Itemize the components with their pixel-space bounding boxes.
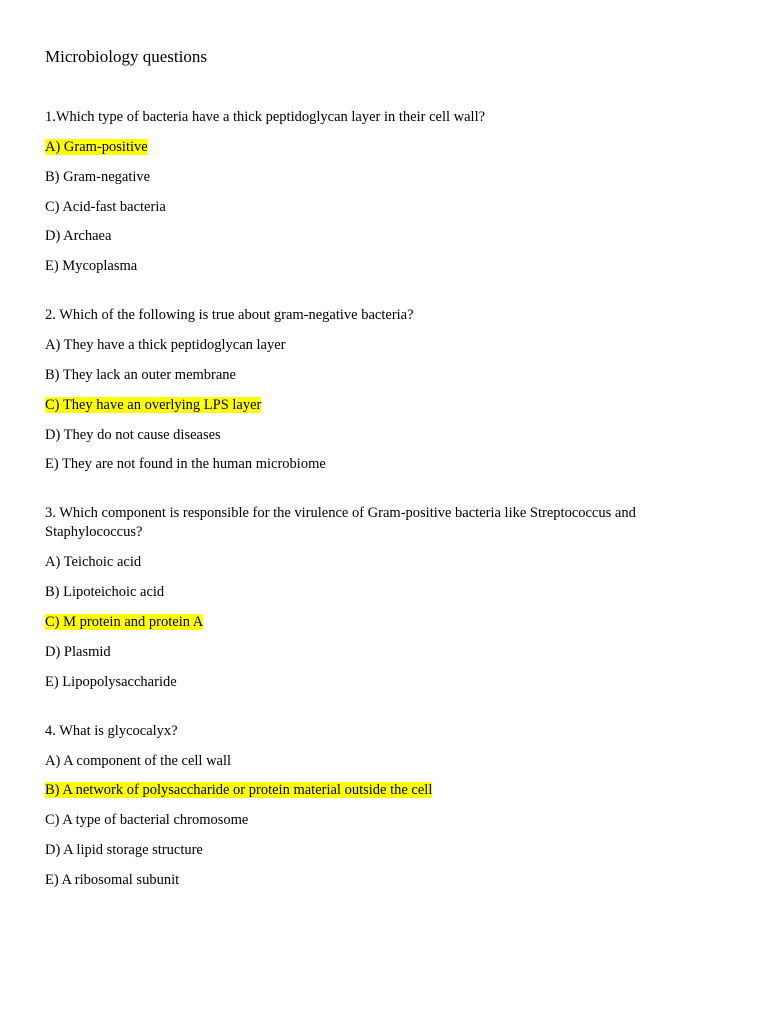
option-e [45,870,723,890]
option-d [45,840,723,860]
option-text: B) They lack an outer membrane [45,366,236,383]
option-text: D) Archaea [45,228,112,245]
option-b [45,582,723,602]
question-text: 2. Which of the following is true about gram-negative bacteria? [45,307,414,324]
option-text: D) A lipid storage structure [45,841,203,858]
option-e [45,256,723,276]
option-text: C) A type of bacterial chromosome [45,812,249,829]
option-c [45,810,723,830]
option-text: B) A network of polysaccharide or protein material outside the cell [45,782,433,799]
option-text: D) They do not cause diseases [45,426,221,443]
option-d [45,425,723,445]
option-e [45,454,723,474]
option-text: E) Mycoplasma [45,258,138,275]
question-text: 1.Which type of bacteria have a thick peptidoglycan layer in their cell wall? [45,109,486,125]
option-b [45,780,723,800]
option-text: C) They have an overlying LPS layer [45,396,262,413]
option-c [45,395,723,415]
option-a [45,751,723,771]
option-text: A) Gram-positive [45,139,148,155]
option-text: B) Lipoteichoic acid [45,584,165,601]
option-a [45,335,723,355]
question-text: 4. What is glycocalyx? [45,722,178,739]
option-c [45,197,723,217]
option-b [45,167,723,187]
option-e [45,672,723,692]
question-block-4 [45,722,723,890]
option-text: B) Gram-negative [45,168,151,185]
option-d [45,226,723,246]
question-block-1 [45,108,723,276]
option-text: C) Acid-fast bacteria [45,198,166,215]
option-a [45,137,723,157]
option-b [45,365,723,385]
option-c [45,612,723,632]
option-text: C) M protein and protein A [45,613,204,630]
option-text: A) They have a thick peptidoglycan layer [45,337,286,354]
option-text: E) They are not found in the human microbiome [45,456,326,473]
option-text: A) A component of the cell wall [45,752,232,769]
option-text: E) Lipopolysaccharide [45,673,177,690]
document-title: Microbiology questions [45,47,207,66]
option-text: D) Plasmid [45,643,111,660]
option-text: E) A ribosomal subunit [45,871,180,888]
option-text: A) Teichoic acid [45,554,142,571]
option-d [45,642,723,662]
question-block-3 [45,504,723,691]
option-a [45,552,723,572]
question-block-2 [45,306,723,474]
question-text: 3. Which component is responsible for the virulence of Gram-positive bacteria like Streptococcus and Staphylococcus? [45,505,636,541]
